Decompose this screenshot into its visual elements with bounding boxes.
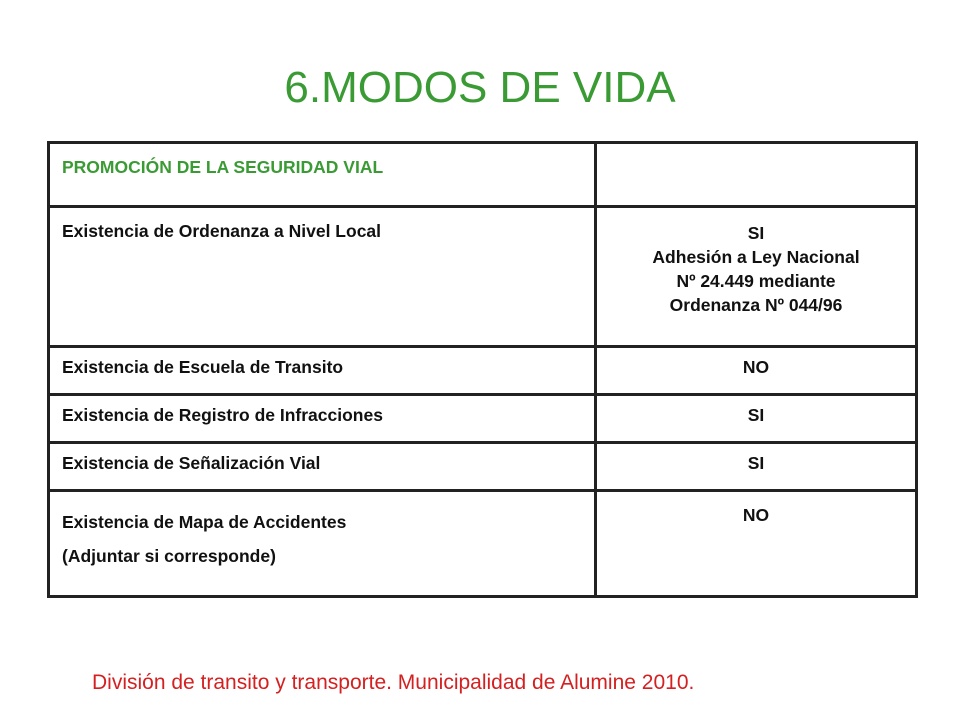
table-row bbox=[49, 443, 917, 491]
row-label: Existencia de Registro de Infracciones bbox=[49, 395, 596, 443]
row-label: Existencia de Escuela de Transito bbox=[49, 347, 596, 395]
row-value: NO bbox=[596, 347, 917, 395]
row-value-line: Ordenanza Nº 044/96 bbox=[669, 295, 843, 315]
row-value bbox=[596, 207, 917, 347]
table-row bbox=[49, 143, 917, 207]
row-value-line: Nº 24.449 mediante bbox=[676, 271, 836, 291]
row-value: SI bbox=[596, 443, 917, 491]
data-table bbox=[47, 141, 918, 598]
table-header-label: PROMOCIÓN DE LA SEGURIDAD VIAL bbox=[49, 143, 596, 207]
row-label-line: Existencia de Mapa de Accidentes bbox=[62, 512, 347, 532]
page-title: 6.MODOS DE VIDA bbox=[284, 63, 676, 112]
table-row bbox=[49, 207, 917, 347]
row-value: NO bbox=[596, 491, 917, 597]
table-row bbox=[49, 347, 917, 395]
row-value: SI bbox=[596, 395, 917, 443]
row-label: Existencia de Ordenanza a Nivel Local bbox=[49, 207, 596, 347]
row-label: Existencia de Señalización Vial bbox=[49, 443, 596, 491]
footer-credit: División de transito y transporte. Municipalidad de Alumine 2010. bbox=[92, 671, 695, 694]
table-row bbox=[49, 395, 917, 443]
row-label-line: (Adjuntar si corresponde) bbox=[62, 546, 276, 566]
row-value-line: Adhesión a Ley Nacional bbox=[652, 247, 860, 267]
row-label bbox=[49, 491, 596, 597]
row-value-line: SI bbox=[747, 223, 765, 243]
table-row bbox=[49, 491, 917, 597]
table-header-value bbox=[596, 143, 917, 207]
